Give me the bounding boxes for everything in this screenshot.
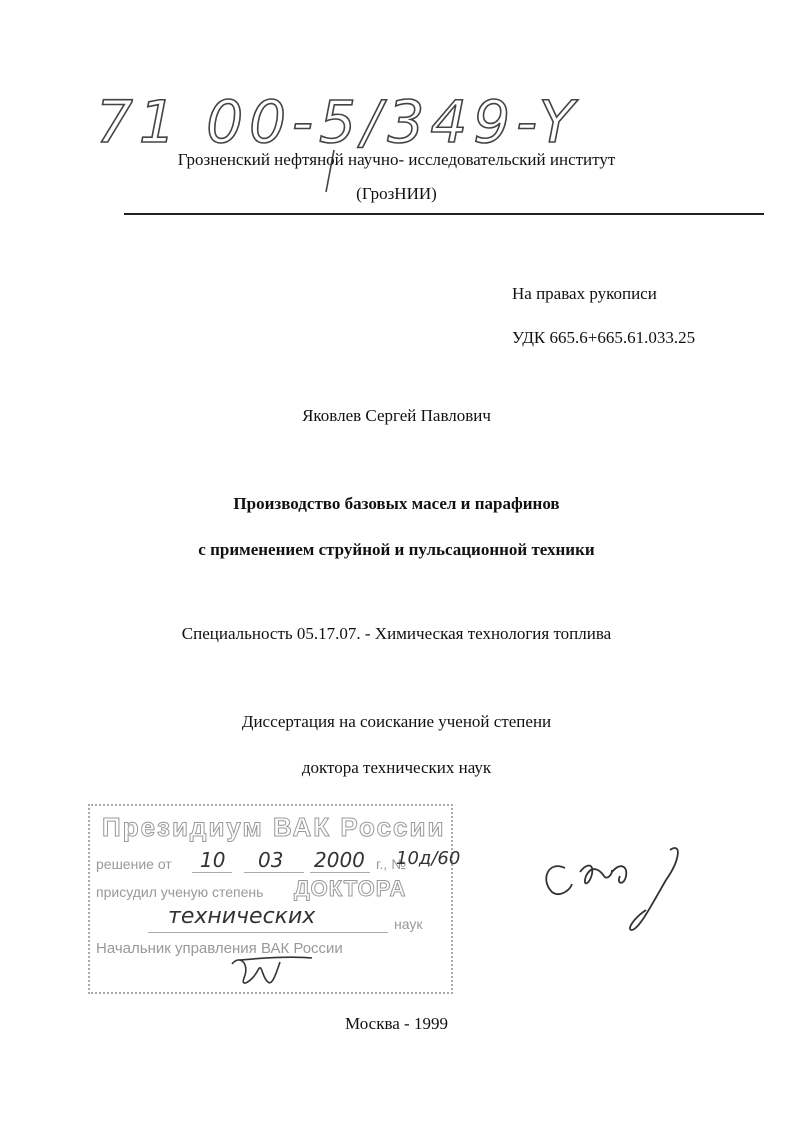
- stamp-fill-line: [148, 932, 388, 933]
- stamp-degree: ДОКТОРА: [294, 876, 407, 901]
- udk-code: УДК 665.6+665.61.033.25: [512, 328, 696, 347]
- institute-name: Грозненский нефтяной научно- исследовательский институт: [177, 150, 616, 169]
- stamp-month: 03: [258, 848, 284, 872]
- degree-line2: доктора технических наук: [301, 758, 492, 777]
- vak-stamp: [88, 804, 461, 994]
- stamp-fill-line: [192, 872, 232, 873]
- stamp-decision-prefix: решение от: [96, 856, 172, 872]
- dissertation-title-line1: Производство базовых масел и парафинов: [233, 494, 560, 513]
- manuscript-rights: На правах рукописи: [512, 284, 657, 303]
- institute-abbrev: (ГрозНИИ): [356, 184, 437, 203]
- stamp-awarded: присудил ученую степень: [96, 884, 264, 900]
- header-rule: [124, 213, 764, 215]
- city-year: Москва - 1999: [345, 1014, 448, 1033]
- stamp-day: 10: [200, 848, 226, 872]
- stamp-number: 10д/60: [396, 848, 461, 869]
- specialty: Специальность 05.17.07. - Химическая технология топлива: [181, 624, 612, 643]
- stamp-title: Президиум ВАК России: [102, 812, 446, 842]
- signature: [546, 848, 678, 930]
- stamp-field: технических: [168, 904, 316, 929]
- stamp-field-suffix: наук: [394, 916, 423, 932]
- stamp-fill-line: [310, 872, 370, 873]
- degree-line1: Диссертация на соискание ученой степени: [241, 712, 552, 731]
- archive-code-text: 71 00-5/349-Y: [96, 88, 581, 156]
- stamp-fill-line: [244, 872, 304, 873]
- stamp-head: Начальник управления ВАК России: [96, 940, 343, 957]
- stamp-year: 2000: [314, 848, 365, 872]
- stamp-year-suffix: г., №: [376, 856, 407, 872]
- author-name: Яковлев Сергей Павлович: [302, 406, 491, 425]
- dissertation-title-line2: с применением струйной и пульсационной техники: [198, 540, 595, 559]
